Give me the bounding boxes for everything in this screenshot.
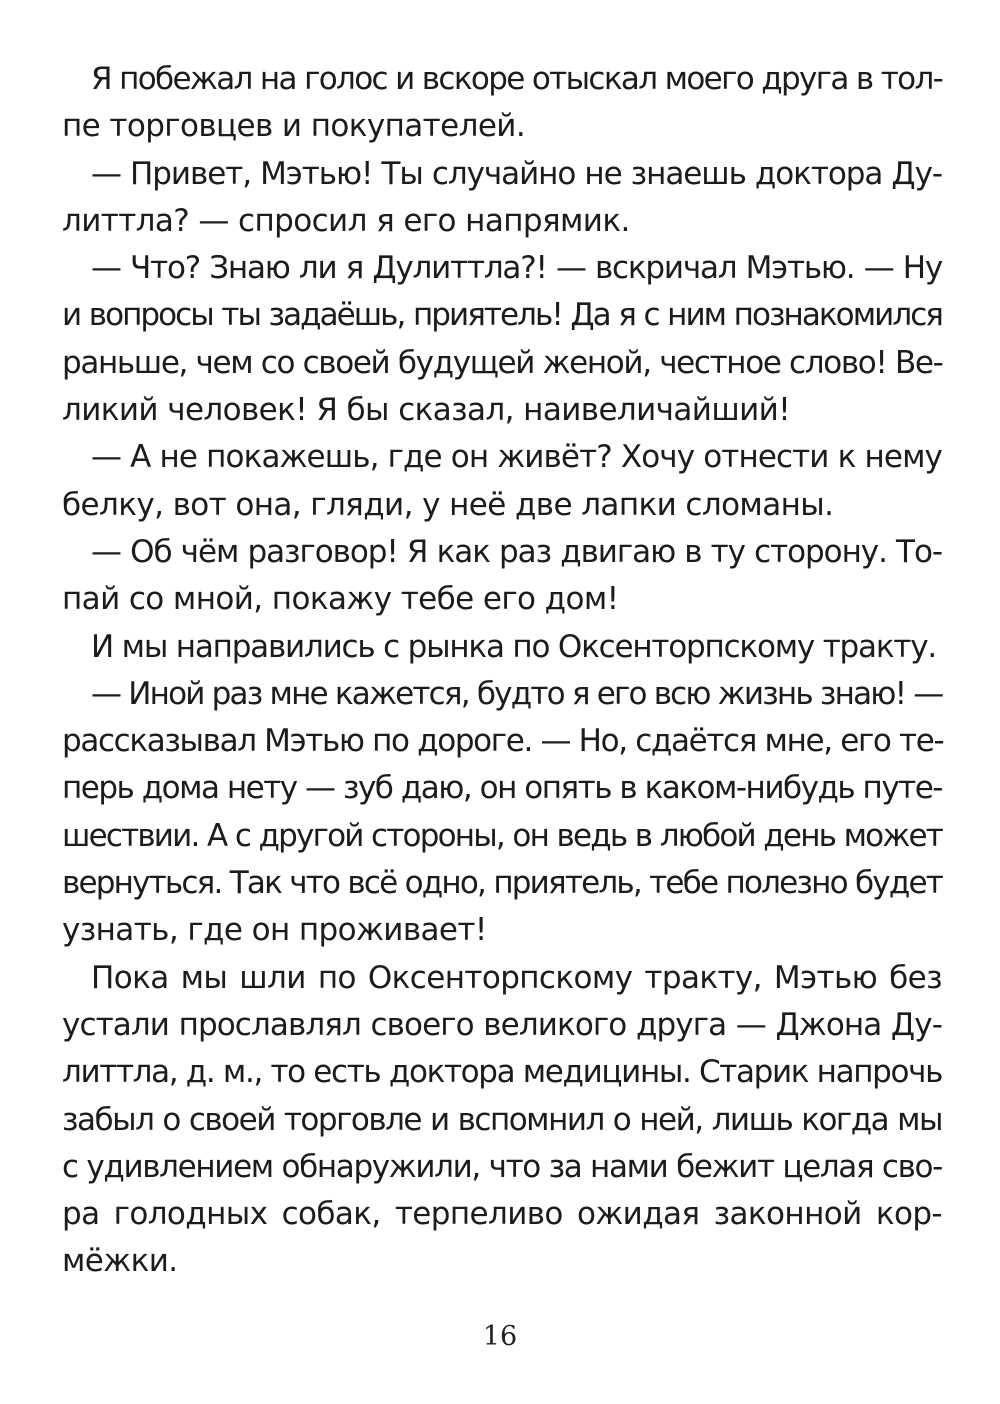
text-line: литтла, д. м., то есть доктора медицины. Старик напрочь bbox=[62, 1054, 942, 1091]
text-line: рассказывал Мэтью по дороге. — Но, сдаётся мне, его те- bbox=[62, 723, 944, 760]
text-line: Я побежал на голос и вскоре отыскал моего друга в тол- bbox=[91, 61, 943, 97]
text-line: вернуться. Так что всё одно, приятель, тебе полезно будет bbox=[62, 865, 942, 902]
text-line: литтла? — спросил я его напрямик. bbox=[62, 202, 630, 239]
text-line: мёжки. bbox=[62, 1243, 178, 1280]
text-line: И мы направились с рынка по Оксенторпскому тракту. bbox=[91, 628, 937, 665]
text-line: Пока мы шли по Оксенторпскому тракту, Мэтью без bbox=[91, 959, 942, 996]
text-line: пе торговцев и покупателей. bbox=[62, 108, 526, 145]
text-line: перь дома нету — зуб даю, он опять в каком-нибудь путе- bbox=[62, 770, 942, 807]
text-line: — Привет, Мэтью! Ты случайно не знаешь доктора Ду- bbox=[91, 155, 942, 192]
text-line: шествии. А с другой стороны, он ведь в любой день может bbox=[62, 817, 942, 854]
text-line: белку, вот она, гляди, у неё две лапки сломаны. bbox=[62, 486, 834, 523]
text-line: и вопросы ты задаёшь, приятель! Да я с ним познакомился bbox=[62, 297, 942, 334]
text-line: — А не покажешь, где он живёт? Хочу отнести к нему bbox=[91, 439, 942, 476]
text-line: — Что? Знаю ли я Дулиттла?! — вскричал Мэтью. — Ну bbox=[91, 250, 942, 287]
text-line: узнать, где он проживает! bbox=[62, 912, 487, 949]
text-line: забыл о своей торговле и вспомнил о ней, лишь когда мы bbox=[62, 1101, 942, 1138]
text-line: — Об чём разговор! Я как раз двигаю в ту сторону. То- bbox=[91, 533, 942, 570]
page-number: 16 bbox=[482, 1321, 518, 1352]
text-line: — Иной раз мне кажется, будто я его всю жизнь знаю! — bbox=[91, 675, 943, 712]
text-line: раньше, чем со своей будущей женой, честное слово! Ве- bbox=[62, 344, 943, 381]
text-line: пай со мной, покажу тебе его дом! bbox=[62, 581, 619, 618]
text-line: устали прославлял своего великого друга — Джона Ду- bbox=[62, 1006, 942, 1043]
text-line: ликий человек! Я бы сказал, наивеличайший! bbox=[62, 392, 791, 429]
body-text bbox=[62, 56, 942, 1286]
text-line: ра голодных собак, терпеливо ожидая законной кор- bbox=[62, 1196, 942, 1233]
text-line: с удивлением обнаружили, что за нами бежит целая сво- bbox=[62, 1148, 942, 1185]
